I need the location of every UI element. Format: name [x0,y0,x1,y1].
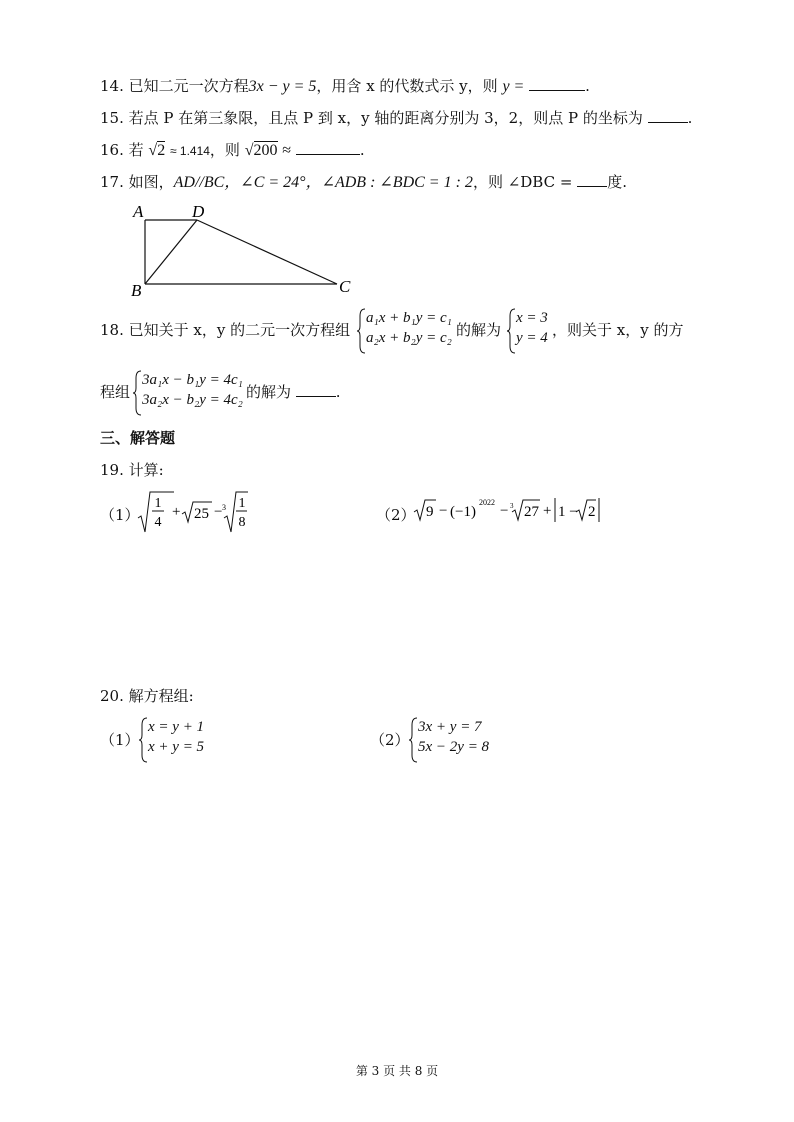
q15-end: . [687,109,693,127]
q20-p2-eq1: 3x + y = 7 [418,719,482,735]
q14-end: . [585,77,590,95]
q18-suffix: ，则关于 x，y 的方 [552,321,684,339]
q19-part2-expression [412,494,602,528]
q19-p2-minus2: − [500,503,509,519]
q14-prefix: 14. 已知二元一次方程 [100,77,249,95]
segment-dc [197,220,337,284]
q17-prefix: 17. 如图， [100,173,174,191]
q14-lhs: y = [502,78,525,95]
q18-answer-blank[interactable] [296,382,336,397]
q16-prefix: 16. 若 [100,141,144,159]
q16-mid: ，则 [209,141,240,159]
q18-prefix: 18. 已知关于 x，y 的二元一次方程组 [100,321,351,339]
q20-part2-label: （2） [370,731,410,749]
q19-p2-root-index: 3 [510,502,514,510]
q20-system-1 [148,717,204,757]
q18-solution [516,308,548,348]
q15-text: 15. 若点 P 在第三象限，且点 P 到 x，y 轴的距离分别为 3，2，则点 P 的坐标为 [100,109,643,127]
brace-icon [408,717,418,763]
q17-answer-blank[interactable] [577,172,607,187]
q18-sys1-eq2: a₂x + b₂y = c₂ [366,330,452,346]
q19-p2-exponent: 2022 [479,498,495,507]
label-c: C [339,277,351,296]
question-18-line1 [100,320,350,340]
q16-cond: ≈ 1.414 [169,144,210,158]
q19-p1-frac2-den: 8 [238,515,246,530]
segment-bd [145,220,197,284]
q20-title: 20. 解方程组: [100,687,194,705]
question-16 [100,140,365,161]
page-footer: 第 3 页 共 8 页 [355,1064,439,1078]
q18-sys2-eq2: 3a₂x − b₂y = 4c₂ [142,392,243,408]
q19-p2-minus1: − [439,503,448,519]
q19-p1-frac1-num: 1 [154,496,162,511]
q18-line2-prefix: 程组 [100,383,131,401]
q18-sol-x: x = 3 [516,310,548,326]
q16-end: . [359,141,365,159]
q18-sys1-eq1: a₁x + b₁y = c₁ [366,310,452,326]
q18-sol-y: y = 4 [516,330,548,346]
q20-p1-eq2: x + y = 5 [148,739,205,755]
q20-p2-eq2: 5x − 2y = 8 [418,739,490,755]
q19-part1-expression [136,488,248,536]
q20-part1-label: （1） [100,731,140,749]
q17-end: 度. [607,173,627,191]
q17-mid: ，则 ∠DBC = [472,173,573,191]
q18-end: . [335,383,341,401]
q19-p2-sqrt2: 2 [588,504,596,520]
q16-answer-blank[interactable] [296,140,360,155]
brace-icon [138,717,148,763]
label-b: B [131,281,142,300]
q19-p2-paren: (−1) [450,504,476,520]
q19-p1-plus: + [172,504,181,520]
trapezoid-figure [125,200,365,300]
q14-answer-blank[interactable] [529,76,585,91]
label-d: D [192,202,205,221]
brace-icon [506,308,516,354]
q18-line2-suffix [246,382,341,402]
q14-equation: 3x − y = 5 [248,78,317,95]
q17-condition: AD//BC，∠C = 24°，∠ADB : ∠BDC = 1 : 2 [173,174,473,191]
q20-p1-eq1: x = y + 1 [148,719,205,735]
q20-system-2 [418,717,489,757]
q15-answer-blank[interactable] [648,108,688,123]
q19-p2-abs-inner: 1 − [558,504,578,520]
q18-sys2-eq1: 3a₁x − b₁y = 4c₁ [142,372,243,388]
q18-system-1 [366,308,452,348]
q16-approx: ≈ [282,142,292,159]
brace-icon [132,370,142,416]
q14-mid: ，用含 x 的代数式示 y，则 [316,77,503,95]
q16-sqrt-2: √2 [148,142,166,159]
q18-system-2 [142,370,243,410]
section-heading: 三、解答题 [100,429,176,447]
q19-part1-label: （1） [100,506,140,524]
brace-icon [356,308,366,354]
q19-p1-sqrt25: 25 [194,506,209,522]
q19-p2-cbrt27: 27 [524,504,539,520]
q16-sqrt-200: √200 [244,142,278,159]
question-17 [100,172,627,193]
q18-mid: 的解为 [456,321,502,339]
q19-title: 19. 计算: [100,461,164,479]
label-a: A [133,202,144,221]
q19-p1-minus: − [214,504,223,520]
q19-part2-label: （2） [376,506,416,524]
q19-p2-sqrt9: 9 [426,504,434,520]
question-14 [100,76,590,97]
q19-p1-frac2-num: 1 [238,496,246,511]
q18-line2-suffix-text: 的解为 [246,383,292,401]
q19-p2-plus: + [543,503,552,519]
q19-p1-root-index: 3 [222,503,226,512]
q19-p1-frac1-den: 4 [154,515,162,530]
question-15 [100,108,692,128]
